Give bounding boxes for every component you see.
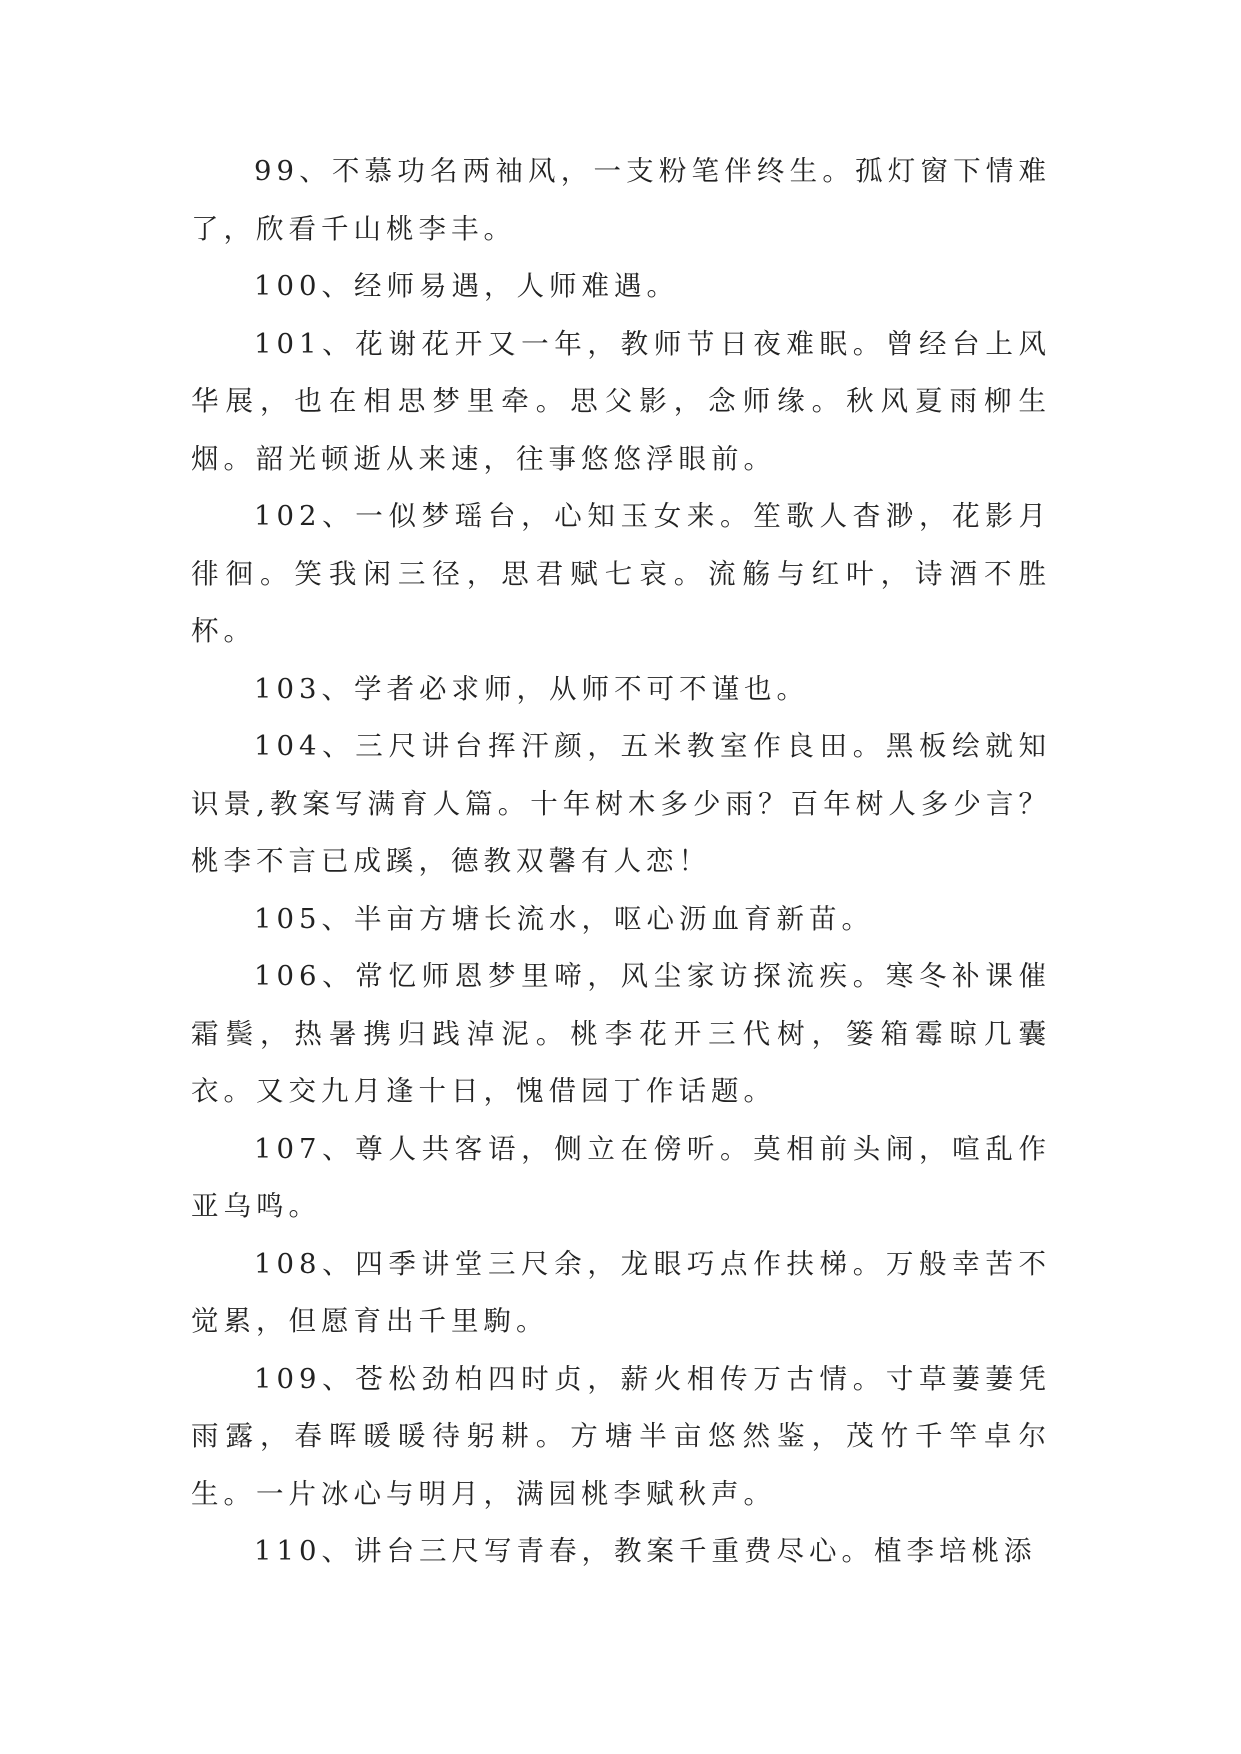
paragraph-100: 100、经师易遇，人师难遇。 xyxy=(254,270,679,302)
paragraph-110: 110、讲台三尺写青春，教案千重费尽心。植李培桃添 xyxy=(254,1535,1037,1567)
paragraph-101: 101、花谢花开又一年，教师节日夜难眠。曾经台上风华展，也在相思梦里牵。思父影，念师缘。秋风夏雨柳生烟。韶光顿逝从来速，往事悠悠浮眼前。 xyxy=(191,327,1051,475)
paragraph-109: 109、苍松劲柏四时贞，薪火相传万古情。寸草萋萋凭雨露，春晖暖暖待躬耕。方塘半亩悠然鉴，茂竹千竿卓尔生。一片冰心与明月，满园桃李赋秋声。 xyxy=(191,1362,1051,1510)
paragraph-106: 106、常忆师恩梦里啼，风尘家访探流疾。寒冬补课催霜鬓，热暑携归践淖泥。桃李花开三代树，篓箱霉晾几囊衣。又交九月逢十日，愧借园丁作话题。 xyxy=(191,960,1051,1107)
paragraph-103: 103、学者必求师，从师不可不谨也。 xyxy=(254,672,809,705)
paragraph-105: 105、半亩方塘长流水，呕心沥血育新苗。 xyxy=(254,902,874,935)
document-body xyxy=(191,143,1051,1581)
paragraph-99: 99、不慕功名两袖风，一支粉笔伴终生。孤灯窗下情难了，欣看千山桃李丰。 xyxy=(191,155,1051,245)
paragraph-102: 102、一似梦瑶台，心知玉女来。笙歌人杳渺，花影月徘徊。笑我闲三径，思君赋七哀。流觞与红叶，诗酒不胜杯。 xyxy=(191,500,1051,647)
paragraph-104: 104、三尺讲台挥汗颜，五米教室作良田。黑板绘就知识景,教案写满育人篇。十年树木多少雨？百年树人多少言？桃李不言已成蹊，德教双馨有人恋！ xyxy=(191,730,1051,877)
paragraph-107: 107、尊人共客语，侧立在傍听。莫相前头闹，喧乱作亚乌鸣。 xyxy=(191,1132,1051,1222)
paragraph-108: 108、四季讲堂三尺余，龙眼巧点作扶梯。万般幸苦不觉累，但愿育出千里駒。 xyxy=(191,1247,1051,1337)
